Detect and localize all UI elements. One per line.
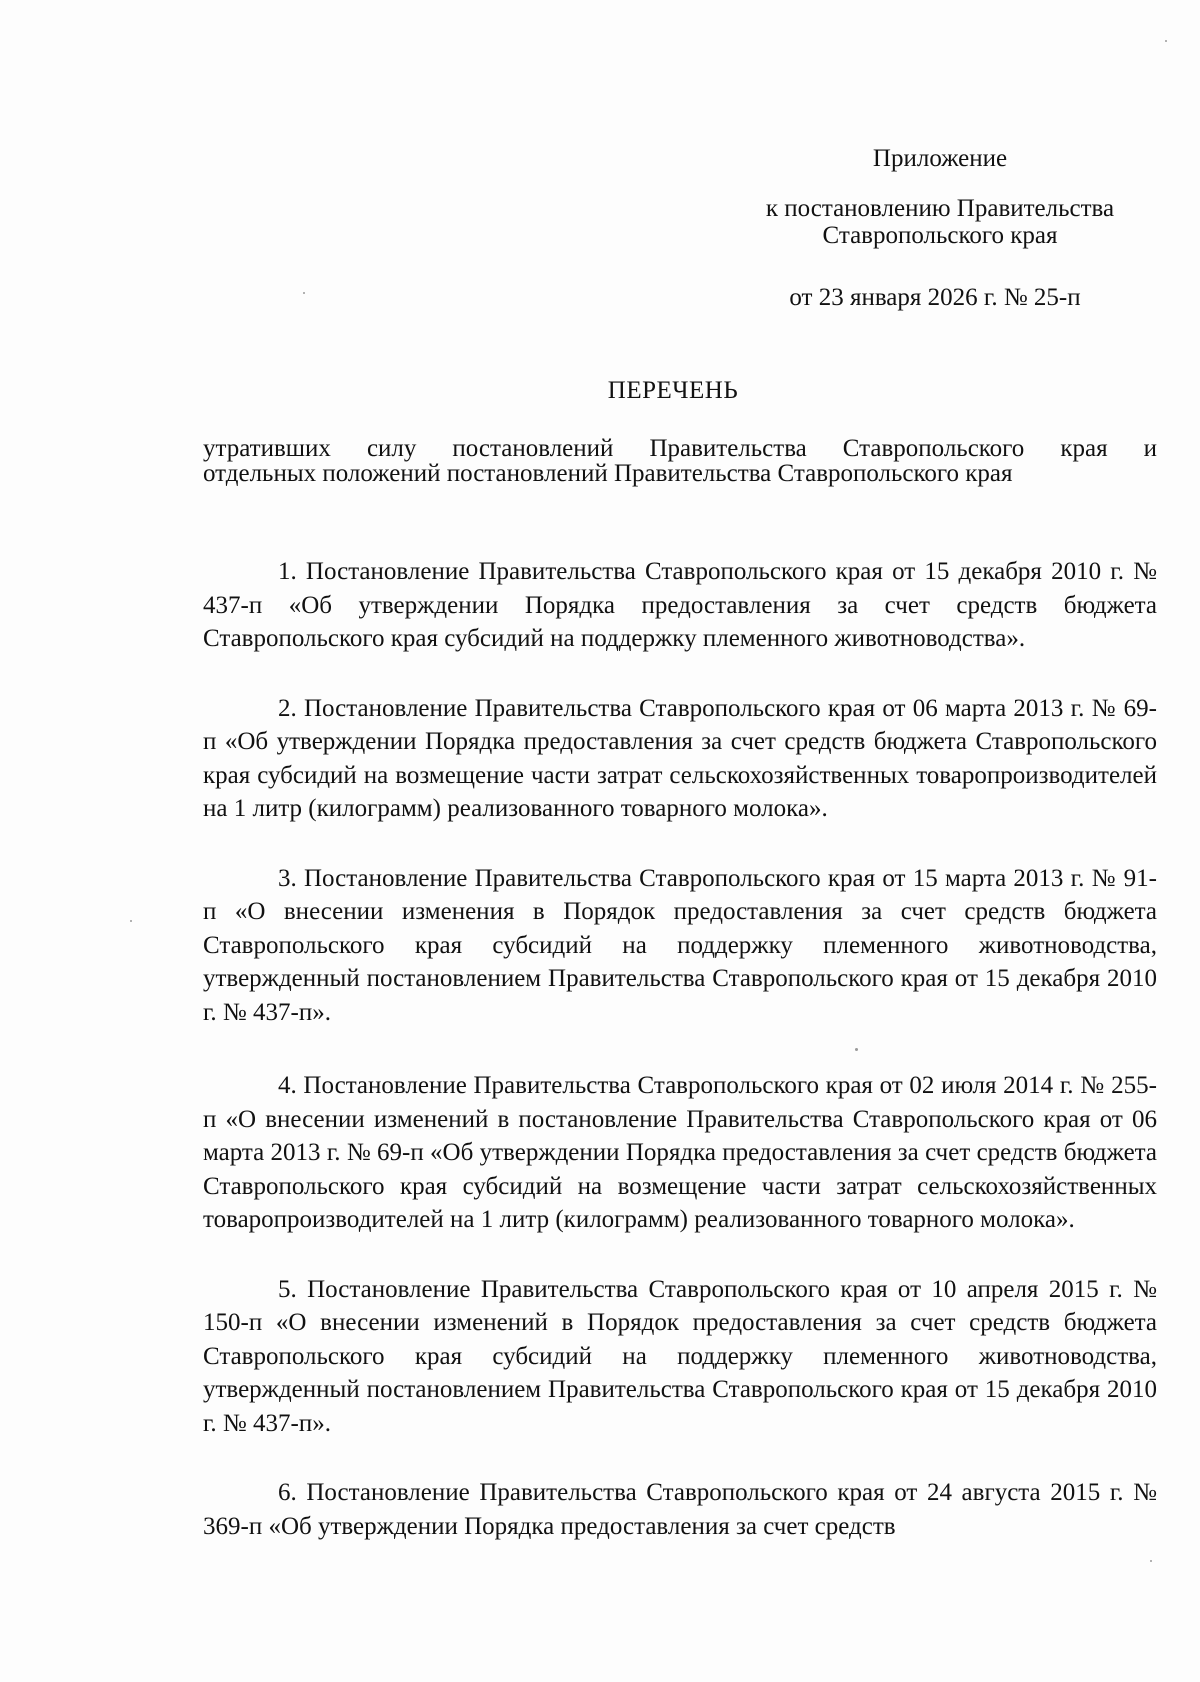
document-subtitle bbox=[203, 436, 1157, 486]
annex-reference-line-2: Ставропольского края bbox=[822, 222, 1058, 249]
scan-speck bbox=[1150, 1560, 1152, 1562]
list-item-2: 2. Постановление Правительства Ставропольского края от 06 марта 2013 г. № 69-п «Об утверждении Порядка предоставления за счет средств бюджета Ставропольского края субсидий на возмещение части затрат сельскохозяйственных товаропроизводителей на 1 литр (килограмм) реализованного товарного молока». bbox=[203, 694, 1157, 822]
list-item-5: 5. Постановление Правительства Ставропольского края от 10 апреля 2015 г. № 150-п «О внесении изменений в Порядок предоставления за счет средств бюджета Ставропольского края субсидий на поддержку племенного животноводства, утвержденный постановлением Правительства Ставропольского края от 15 декабря 2010 г. № 437-п». bbox=[203, 1275, 1157, 1437]
scan-speck bbox=[1165, 40, 1167, 42]
annex-title: Приложение bbox=[872, 145, 1008, 172]
list-item-1: 1. Постановление Правительства Ставропольского края от 15 декабря 2010 г. № 437-п «Об утверждении Порядка предоставления за счет средств бюджета Ставропольского края субсидий на поддержку племенного животноводства». bbox=[203, 558, 1157, 652]
scan-speck bbox=[855, 1048, 858, 1051]
list-item-6: 6. Постановление Правительства Ставропольского края от 24 августа 2015 г. № 369-п «Об утверждении Порядка предоставления за счет средств bbox=[203, 1479, 1157, 1540]
resolution-list bbox=[203, 555, 1157, 1543]
document-subtitle-line-1: утративших силу постановлений Правительства Ставропольского края и bbox=[203, 435, 1157, 462]
scan-speck bbox=[130, 920, 132, 922]
annex-date: от 23 января 2026 г. № 25-п bbox=[789, 284, 1081, 311]
document-title: ПЕРЕЧЕНЬ bbox=[607, 377, 739, 404]
annex-reference-line-1: к постановлению Правительства bbox=[765, 195, 1115, 222]
list-item-3: 3. Постановление Правительства Ставропольского края от 15 марта 2013 г. № 91-п «О внесении изменения в Порядок предоставления за счет средств бюджета Ставропольского края субсидий на поддержку племенного животноводства, утвержденный постановлением Правительства Ставропольского края от 15 декабря 2010 г. № 437-п». bbox=[203, 864, 1157, 1026]
scan-speck bbox=[303, 292, 305, 294]
document-subtitle-line-2: отдельных положений постановлений Правительства Ставропольского края bbox=[203, 460, 1013, 487]
annex-reference bbox=[730, 195, 1150, 249]
list-item-4: 4. Постановление Правительства Ставропольского края от 02 июля 2014 г. № 255-п «О внесении изменений в постановление Правительства Ставропольского края от 06 марта 2013 г. № 69-п «Об утверждении Порядка предоставления за счет средств бюджета Ставропольского края субсидий на возмещение части затрат сельскохозяйственных товаропроизводителей на 1 литр (килограмм) реализованного товарного молока». bbox=[203, 1072, 1157, 1233]
